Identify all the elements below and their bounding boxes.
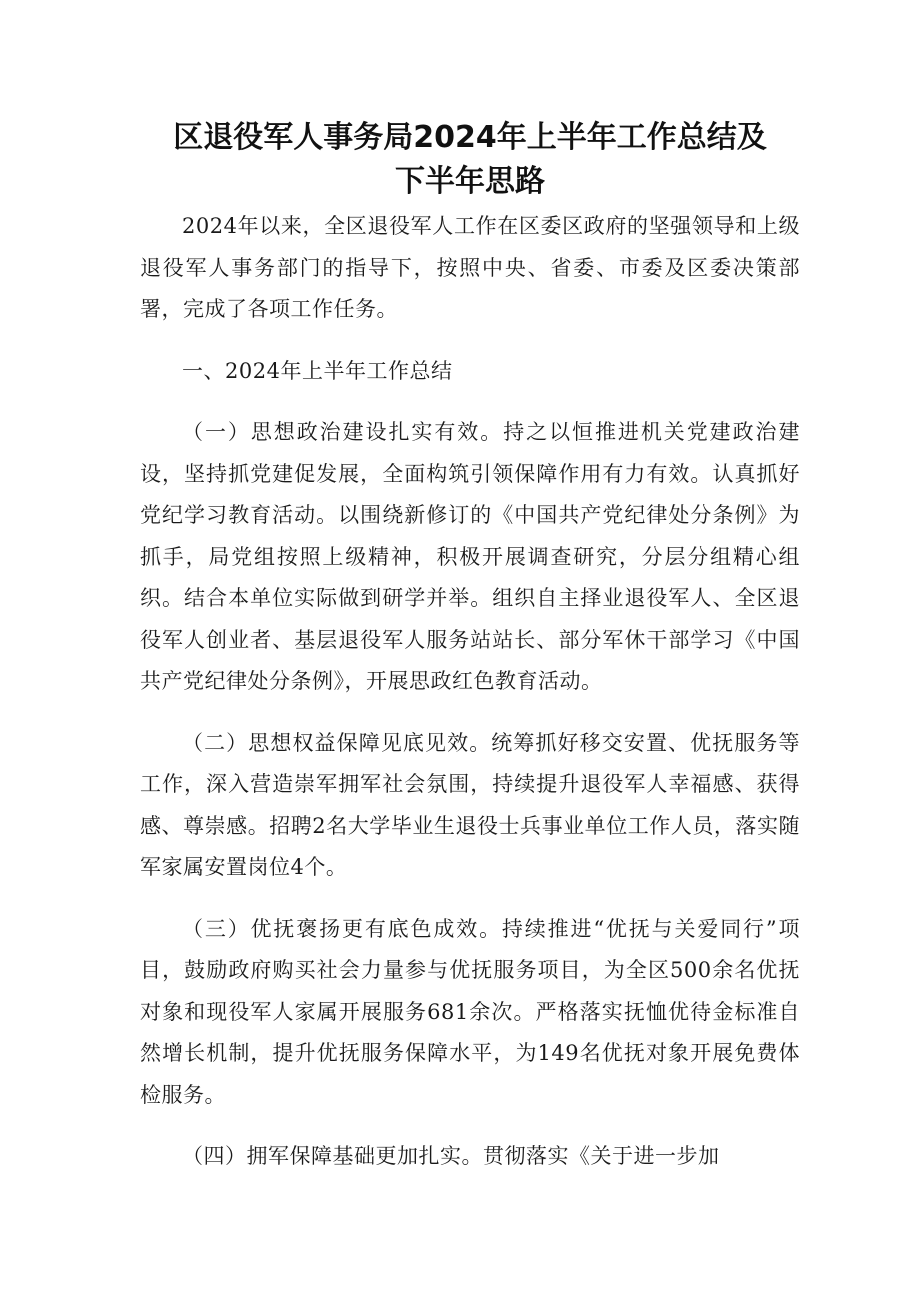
- body-paragraph: （一）思想政治建设扎实有效。持之以恒推进机关党建政治建设，坚持抓党建促发展，全面构筑引领保障作用有力有效。认真抓好党纪学习教育活动。以围绕新修订的《中国共产党纪律处分条例》为抓手，局党组按照上级精神，积极开展调查研究，分层分组精心组织。结合本单位实际做到研学并举。组织自主择业退役军人、全区退役军人创业者、基层退役军人服务站站长、部分军休干部学习《中国共产党纪律处分条例》，开展思政红色教育活动。: [140, 420, 800, 693]
- title-line-1: 区退役军人事务局2024年上半年工作总结及: [173, 120, 767, 155]
- body-paragraph: （四）拥军保障基础更加扎实。贯彻落实《关于进一步加: [182, 1144, 720, 1168]
- body-paragraph: （二）思想权益保障见底见效。统筹抓好移交安置、优抚服务等工作，深入营造崇军拥军社会氛围，持续提升退役军人幸福感、获得感、尊崇感。招聘2名大学毕业生退役士兵事业单位工作人员，落实随军家属安置岗位4个。: [140, 730, 800, 879]
- body-paragraph: （三）优抚褒扬更有底色成效。持续推进“优抚与关爱同行”项目，鼓励政府购买社会力量参与优抚服务项目，为全区500余名优抚对象和现役军人家属开展服务681余次。严格落实抚恤优待金标准自然增长机制，提升优抚服务保障水平，为149名优抚对象开展免费体检服务。: [140, 916, 800, 1107]
- intro-paragraph: 2024年以来，全区退役军人工作在区委区政府的坚强领导和上级退役军人事务部门的指导下，按照中央、省委、市委及区委决策部署，完成了各项工作任务。: [140, 214, 800, 321]
- title-line-2: 下半年思路: [395, 164, 545, 199]
- document-body: [140, 206, 800, 1178]
- document-title: [140, 116, 800, 204]
- section-heading: 一、2024年上半年工作总结: [182, 358, 453, 383]
